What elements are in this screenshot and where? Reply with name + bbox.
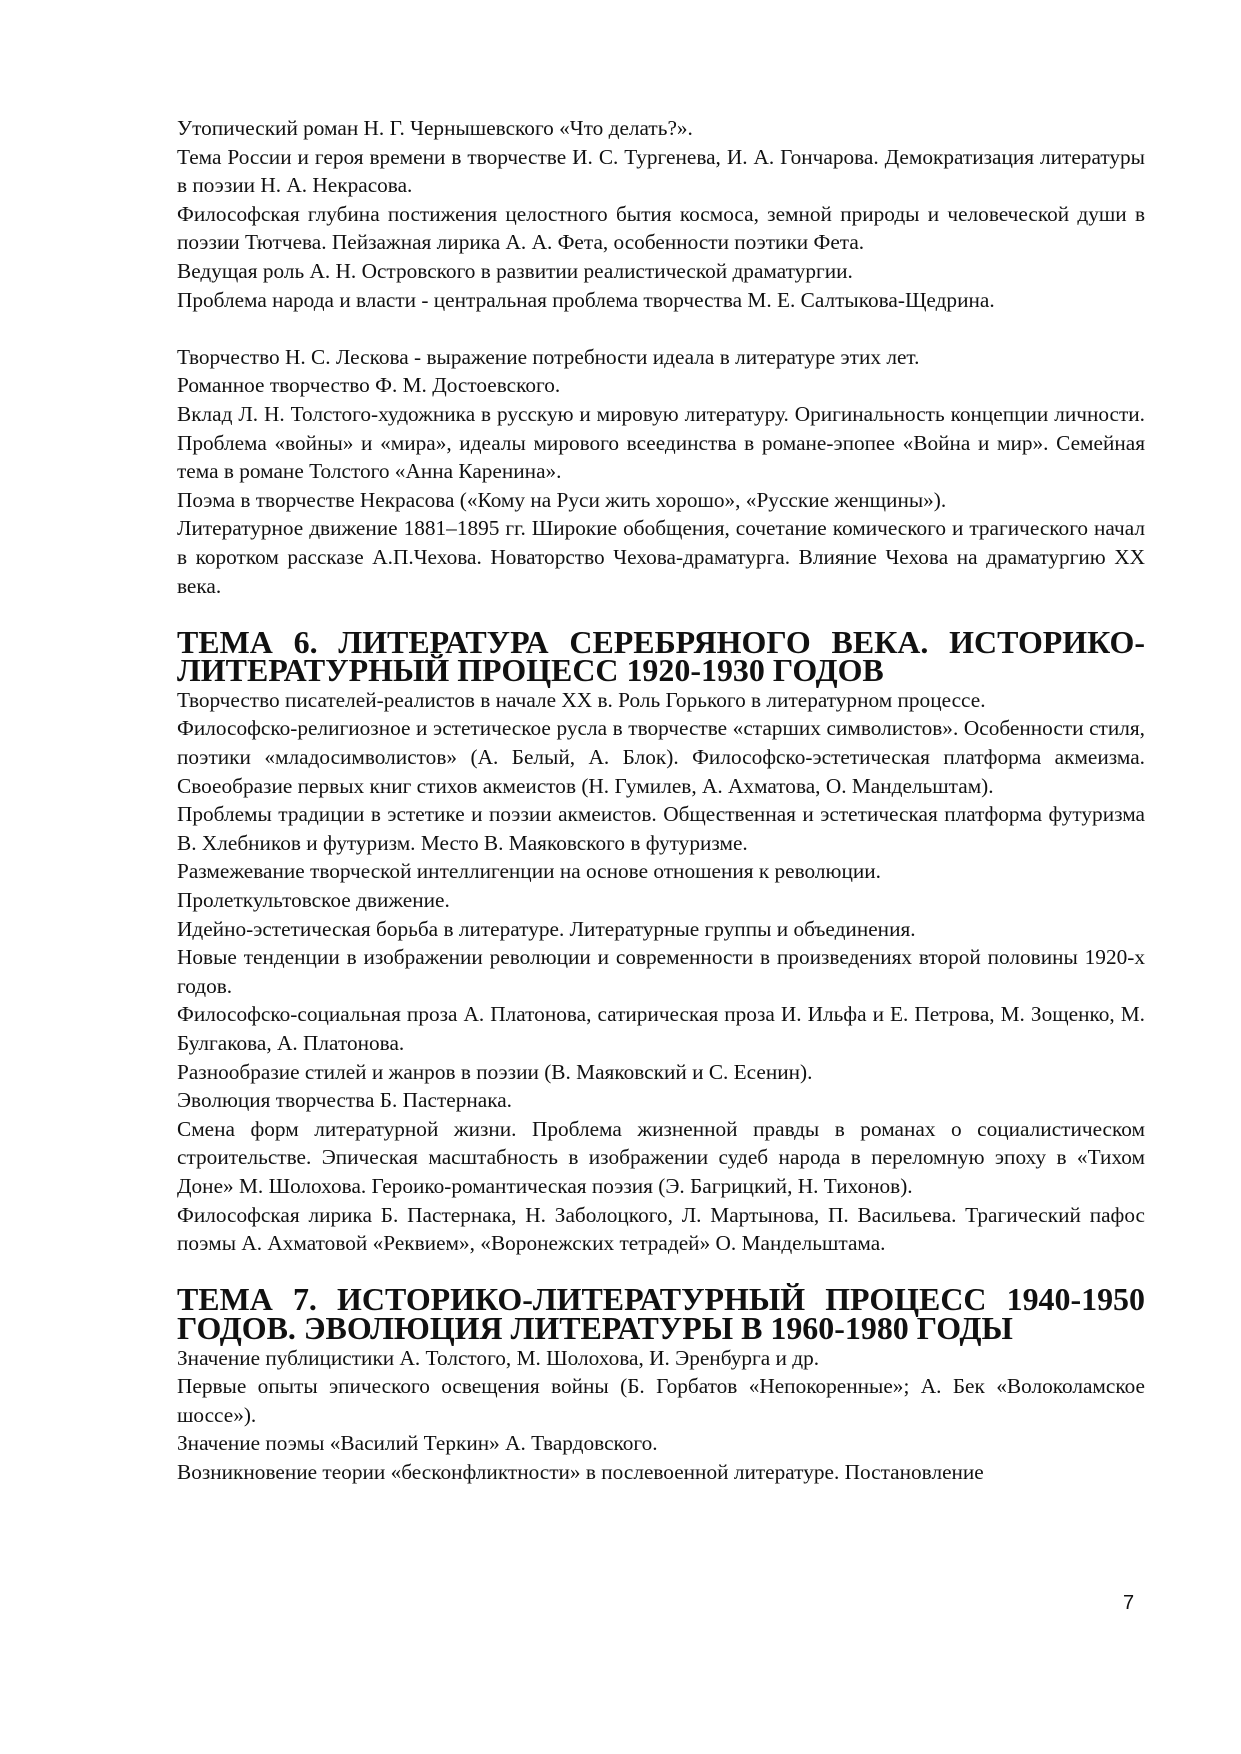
paragraph: Творчество писателей-реалистов в начале XX в. Роль Горького в литературном процессе. (177, 687, 986, 712)
paragraph: Вклад Л. Н. Толстого-художника в русскую и мировую литературу. Оригинальность концепции личности. Проблема «войны» и «мира», идеалы мирового всеединства в романе-эпопее «Война и мир». Семейная тема в романе Толстого «Анна Каренина». (177, 401, 1145, 484)
paragraph: Философско-социальная проза А. Платонова, сатирическая проза И. Ильфа и Е. Петрова, М. Зощенко, М. Булгакова, А. Платонова. (177, 1002, 1145, 1055)
topic-6-heading: ТЕМА 6. ЛИТЕРАТУРА СЕРЕБРЯНОГО ВЕКА. ИСТОРИКО-ЛИТЕРАТУРНЫЙ ПРОЦЕСС 1920-1930 ГОДОВ (177, 624, 1145, 689)
paragraph: Утопический роман Н. Г. Чернышевского «Что делать?». (177, 116, 693, 140)
paragraph: Философская лирика Б. Пастернака, Н. Заболоцкого, Л. Мартынова, П. Васильева. Трагический пафос поэмы А. Ахматовой «Реквием», «Воронежских тетрадей» О. Мандельштама. (177, 1202, 1145, 1256)
paragraph: Литературное движение 1881–1895 гг. Широкие обобщения, сочетание комического и трагического начал в коротком рассказе А.П.Чехова. Новаторство Чехова-драматурга. Влияние Чехова на драматургию XX века. (177, 516, 1145, 598)
paragraph: Пролеткультовское движение. (177, 888, 450, 913)
paragraph: Смена форм литературной жизни. Проблема жизненной правды в романах о социалистическом строительстве. Эпическая масштабность в изображении судеб народа в переломную эпоху в «Тихом Доне» М. Шолохова. Героико-романтическая поэзия (Э. Багрицкий, Н. Тихонов). (177, 1116, 1145, 1198)
document-page (177, 114, 1145, 1487)
page-number: 7 (1123, 1592, 1135, 1614)
paragraph: Философская глубина постижения целостного бытия космоса, земной природы и человеческой души в поэзии Тютчева. Пейзажная лирика А. А. Фета, особенности поэтики Фета. (177, 201, 1145, 255)
paragraph: Первые опыты эпического освещения войны (Б. Горбатов «Непокоренные»; А. Бек «Волоколамское шоссе»). (177, 1374, 1145, 1427)
paragraph: Эволюция творчества Б. Пастернака. (177, 1088, 512, 1113)
paragraph: Значение публицистики А. Толстого, М. Шолохова, И. Эренбурга и др. (177, 1345, 820, 1370)
paragraph: Философско-религиозное и эстетическое русла в творчестве «старших символистов». Особенности стиля, поэтики «младосимволистов» (А. Белый, А. Блок). Философско-эстетическая платформа акмеизма. Своеобразие первых книг стихов акмеистов (Н. Гумилев, А. Ахматова, О. Мандельштам). (177, 716, 1145, 798)
paragraph: Проблемы традиции в эстетике и поэзии акмеистов. Общественная и эстетическая платформа футуризма В. Хлебников и футуризм. Место В. Маяковского в футуризме. (177, 802, 1145, 855)
paragraph: Разнообразие стилей и жанров в поэзии (В. Маяковский и С. Есенин). (177, 1059, 813, 1084)
paragraph: Идейно-эстетическая борьба в литературе. Литературные группы и объединения. (177, 916, 916, 941)
paragraph: Размежевание творческой интеллигенции на основе отношения к революции. (177, 859, 881, 884)
paragraph: Значение поэмы «Василий Теркин» А. Твардовского. (177, 1431, 658, 1456)
paragraph: Проблема народа и власти - центральная проблема творчества М. Е. Салтыкова-Щедрина. (177, 287, 995, 312)
blank-line (177, 314, 1145, 343)
paragraph: Новые тенденции в изображении революции и современности в произведениях второй половины 1920-х годов. (177, 945, 1145, 998)
paragraph: Тема России и героя времени в творчестве И. С. Тургенева, И. А. Гончарова. Демократизация литературы в поэзии Н. А. Некрасова. (177, 144, 1145, 198)
paragraph: Романное творчество Ф. М. Достоевского. (177, 373, 561, 398)
paragraph: Поэма в творчестве Некрасова («Кому на Руси жить хорошо», «Русские женщины»). (177, 487, 947, 512)
paragraph: Творчество Н. С. Лескова - выражение потребности идеала в литературе этих лет. (177, 344, 920, 369)
topic-7-heading: ТЕМА 7. ИСТОРИКО-ЛИТЕРАТУРНЫЙ ПРОЦЕСС 1940-1950 ГОДОВ. ЭВОЛЮЦИЯ ЛИТЕРАТУРЫ В 1960-1980 ГОДЫ (177, 1282, 1145, 1346)
paragraph: Возникновение теории «бесконфликтности» в послевоенной литературе. Постановление (177, 1459, 984, 1484)
paragraph: Ведущая роль А. Н. Островского в развитии реалистической драматургии. (177, 258, 853, 283)
